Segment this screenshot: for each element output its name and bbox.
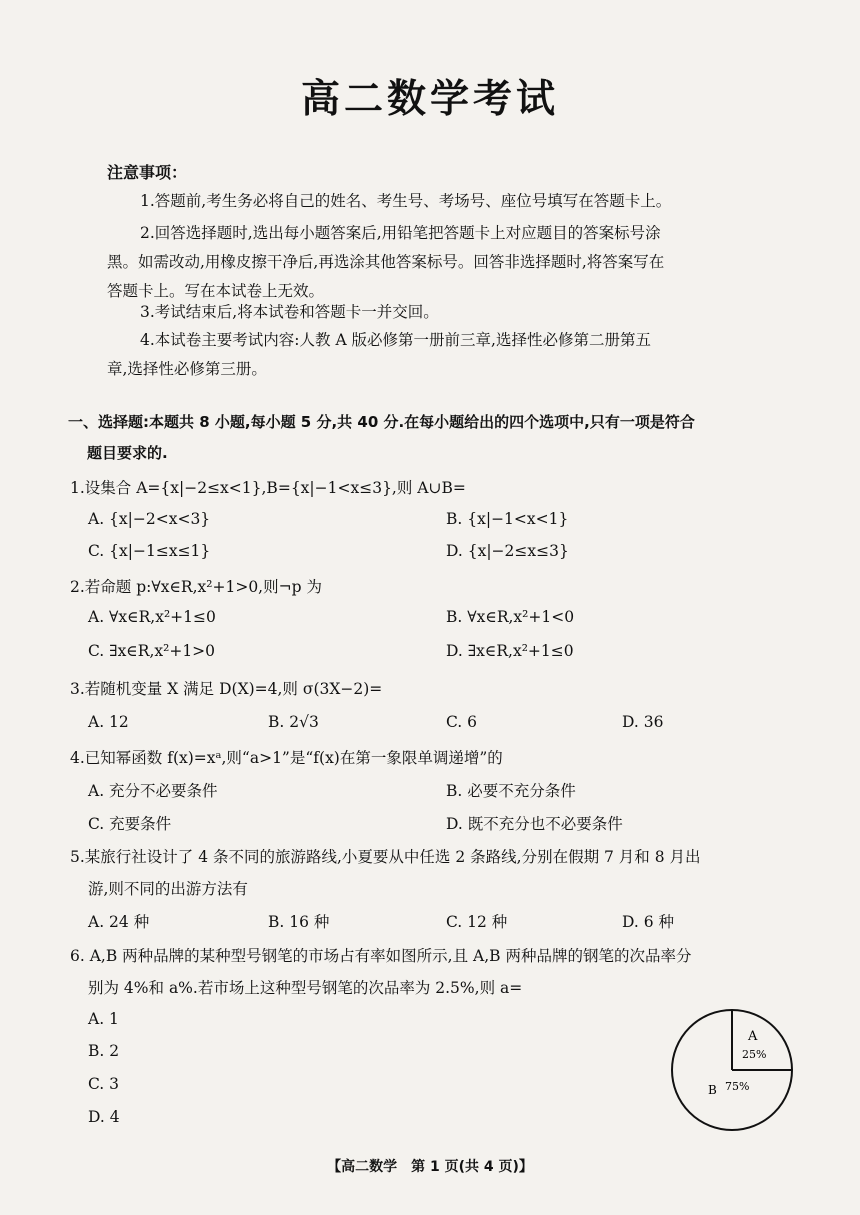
notice-line: 1.答题前,考生务必将自己的姓名、考生号、考场号、座位号填写在答题卡上。 xyxy=(140,192,672,210)
q3-option-c: C. 6 xyxy=(446,713,478,731)
question-2-stem: 2.若命题 p:∀x∈R,x²+1>0,则¬p 为 xyxy=(70,578,322,596)
q4-option-b: B. 必要不充分条件 xyxy=(446,782,576,800)
pie-value-b: 75% xyxy=(725,1080,750,1093)
q2-option-d: D. ∃x∈R,x²+1≤0 xyxy=(446,642,574,660)
q6-option-d: D. 4 xyxy=(88,1108,120,1126)
q1-option-d: D. {x|−2≤x≤3} xyxy=(446,542,569,560)
section-heading-cont: 题目要求的. xyxy=(87,444,168,462)
pie-value-a: 25% xyxy=(742,1048,767,1061)
q3-option-d: D. 36 xyxy=(622,713,664,731)
question-4-stem: 4.已知幂函数 f(x)=xᵃ,则“a>1”是“f(x)在第一象限单调递增”的 xyxy=(70,749,503,767)
notice-heading: 注意事项： xyxy=(107,163,188,182)
market-share-pie xyxy=(668,1006,796,1134)
notice-line: 黑。如需改动,用橡皮擦干净后,再选涂其他答案标号。回答非选择题时,将答案写在 xyxy=(107,253,665,271)
q6-option-b: B. 2 xyxy=(88,1042,120,1060)
page-title: 高二数学考试 xyxy=(300,77,559,122)
q5-option-c: C. 12 种 xyxy=(446,913,508,931)
q3-option-a: A. 12 xyxy=(88,713,129,731)
q5-option-d: D. 6 种 xyxy=(622,913,675,931)
q2-option-c: C. ∃x∈R,x²+1>0 xyxy=(88,642,216,660)
notice-line: 3.考试结束后,将本试卷和答题卡一并交回。 xyxy=(140,303,439,321)
q4-option-c: C. 充要条件 xyxy=(88,815,172,833)
q5-option-a: A. 24 种 xyxy=(88,913,150,931)
q6-option-c: C. 3 xyxy=(88,1075,120,1093)
question-6-stem-cont: 别为 4%和 a%.若市场上这种型号钢笔的次品率为 2.5%,则 a= xyxy=(88,979,523,997)
q1-option-a: A. {x|−2<x<3} xyxy=(88,510,211,528)
notice-line: 2.回答选择题时,选出每小题答案后,用铅笔把答题卡上对应题目的答案标号涂 xyxy=(140,224,661,242)
question-3-stem: 3.若随机变量 X 满足 D(X)=4,则 σ(3X−2)= xyxy=(70,680,383,698)
question-1-stem: 1.设集合 A={x|−2≤x<1},B={x|−1<x≤3},则 A∪B= xyxy=(70,479,466,497)
section-heading: 一、选择题:本题共 8 小题,每小题 5 分,共 40 分.在每小题给出的四个选项中,只有一项是符合 xyxy=(68,413,695,431)
question-5-stem-cont: 游,则不同的出游方法有 xyxy=(88,880,248,898)
pie-label-a: A xyxy=(748,1029,758,1044)
question-6-stem: 6. A,B 两种品牌的某种型号钢笔的市场占有率如图所示,且 A,B 两种品牌的钢笔的次品率分 xyxy=(70,947,692,965)
question-5-stem: 5.某旅行社设计了 4 条不同的旅游路线,小夏要从中任选 2 条路线,分别在假期 7 月和 8 月出 xyxy=(70,848,701,866)
q4-option-d: D. 既不充分也不必要条件 xyxy=(446,815,623,833)
q3-option-b: B. 2√3 xyxy=(268,713,319,731)
q2-option-a: A. ∀x∈R,x²+1≤0 xyxy=(88,608,216,626)
notice-line: 答题卡上。写在本试卷上无效。 xyxy=(107,282,325,300)
q2-option-b: B. ∀x∈R,x²+1<0 xyxy=(446,608,575,626)
notice-line: 章,选择性必修第三册。 xyxy=(107,360,267,378)
q6-option-a: A. 1 xyxy=(88,1010,119,1028)
q5-option-b: B. 16 种 xyxy=(268,913,330,931)
q1-option-c: C. {x|−1≤x≤1} xyxy=(88,542,211,560)
q4-option-a: A. 充分不必要条件 xyxy=(88,782,218,800)
page-footer: 【高二数学 第 1 页(共 4 页)】 xyxy=(327,1159,533,1175)
notice-line: 4.本试卷主要考试内容:人教 A 版必修第一册前三章,选择性必修第二册第五 xyxy=(140,331,651,349)
q1-option-b: B. {x|−1<x<1} xyxy=(446,510,569,528)
pie-label-b: B xyxy=(708,1083,717,1097)
